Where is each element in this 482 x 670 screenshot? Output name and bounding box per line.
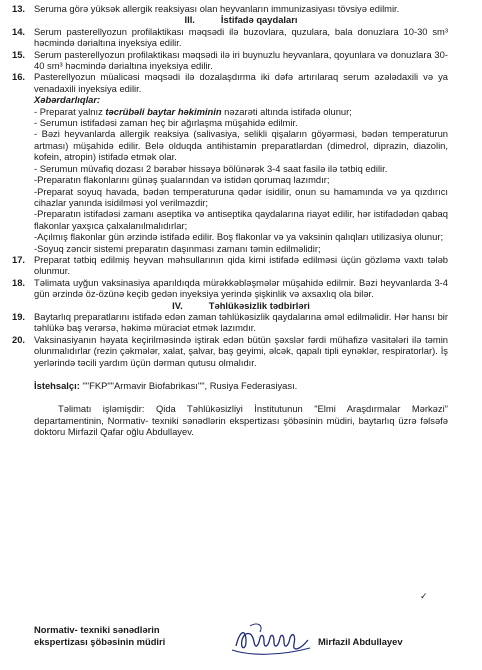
item-number: 15.: [12, 48, 26, 60]
warnings-title: Xəbərdarlıqlar:: [34, 94, 101, 106]
signature-block: [34, 620, 454, 664]
section-heading: [0, 14, 482, 25]
warning-line: - Serumun istifadəsi zaman heç bir ağırlaşma müşahidə edilmir.: [34, 117, 298, 129]
list-item: [0, 311, 482, 334]
list-item: [0, 277, 482, 300]
margin-mark: ✓: [420, 591, 428, 601]
item-text: Seruma görə yüksək allergik reaksiyası olan heyvanların immunizasiyası tövsiyə edilmir.: [34, 3, 400, 14]
item-text: Preparat tətbiq edilmiş heyvan məhsullarının qida kimi istifadə edilməsi üçün gözləmə vaxtı tələb olunmur.: [34, 253, 448, 277]
list-item: [0, 26, 482, 49]
item-text: Serum pasterellyozun profilaktikası məqsədi ilə iri buynuzlu heyvanlara, qoyunlara və donuzlara 30-40 sm³ həcmində dərialtına inyeksiya edilir.: [34, 48, 448, 72]
item-text: Baytarlıq preparatlarını istifadə edən zaman təhlükəsizlik qaydalarına əməl edilməlidir. Hər hansı bir təhlükə baş verərsə, həkimə müraciət etmək lazımdır.: [34, 310, 448, 334]
manufacturer-value: ""FKP""Armavir Biofabrikası"", Rusiya Federasiyası.: [79, 380, 298, 391]
warning-line: [0, 106, 482, 117]
manufacturer-line: [0, 380, 482, 391]
section-title: Təhlükəsizlik tədbirləri: [208, 299, 310, 311]
item-number: 20.: [12, 333, 26, 345]
signatory-name: Mirfazil Abdullayev: [318, 636, 403, 647]
item-number: 17.: [12, 253, 26, 265]
signatory-title-line: Normativ- texniki sənədlərin: [34, 624, 160, 635]
item-text: Təlimata uyğun vaksinasiya aparıldıqda mürəkkəbləşmələr müşahidə edilmir. Bəzi heyvanlarda 3-4 gün ərzində öz-özünə keçib gedən inyeksiya yerində şişkinlik və axsaxlıq ola bilər.: [34, 276, 448, 300]
warning-line: -Preparatın flakonlarını günəş şualarından və istidən qorumaq lazımdır;: [34, 174, 330, 186]
section-number: III.: [184, 14, 195, 26]
item-text: Pasterellyozun müalicəsi məqsədi ilə dozalaşdırma iki dəfə artırılaraq serum əzələdaxili və ya venadaxili inyeksiya edilir.: [34, 71, 448, 94]
list-item: [0, 3, 482, 14]
list-item: [0, 254, 482, 277]
item-number: 18.: [12, 276, 26, 288]
signatory-title-line: ekspertizası şöbəsinin müdiri: [34, 636, 166, 647]
warning-text: - Preparat yalnız: [34, 105, 106, 117]
item-number: 14.: [12, 25, 26, 37]
manufacturer-label: İstehsalçı:: [34, 380, 80, 391]
warning-text: nəzarəti altında istifadə olunur;: [221, 105, 352, 117]
handwritten-signature: [230, 620, 312, 660]
item-number: 13.: [12, 3, 26, 14]
warning-emphasis: təcrübəli baytar həkiminin: [105, 105, 222, 117]
warning-line: - Serumun müvafiq dozası 2 bərabər hissəyə bölünərək 3-4 saat fasilə ilə tətbiq edilir.: [34, 162, 388, 174]
item-text: Vaksinasiyanın həyata keçirilməsində iştirak edən bütün şəxslər fərdi mühafizə vasitələri ilə təmin olunmalıdırlar (rezin çəkmələr, xalat, şalvar, baş geyimi, əlcək, qapalı tipli eynəklər, respiratorlar). İş yerlərində təcili yardım üçün dərman qutusu olmalıdır.: [34, 333, 448, 368]
warning-line: -Soyuq zəncir sistemi preparatın daşınması zamanı təmin edilməlidir;: [34, 242, 321, 254]
item-text: Serum pasterellyozun profilaktikası məqsədi ilə buzovlara, quzulara, bala donuzlara 10-30 sm³ həcmində dərialtına inyeksiya edilir.: [34, 25, 448, 49]
list-item: [0, 334, 482, 368]
instruction-author: Təlimatı işləmişdir: Qida Təhlükəsizliyi İnstitutunun "Elmi Araşdırmalar Mərkəzi" departamentinin, Normativ- texniki sənədlərin ekspertizası şöbəsinin müdiri, baytarlıq üzrə fəlsəfə doktoru Mirfazil Qafar oğlu Abdullayev.: [34, 403, 448, 438]
signatory-title: [34, 624, 165, 648]
warning-line: -Preparatın istifadəsi zamanı aseptika və antiseptika qaydalarına riayət edilir, hər istifadədən qabaq flakonlar yaxşıca çalxalanılmalıdırlar;: [34, 208, 448, 231]
section-number: IV.: [172, 299, 183, 311]
warning-line: -Preparat soyuq havada, bədən temperaturuna qədər isidilir, onun su hamamında və ya qızdırıcı cihazlar yanında isidilməsi yol verilməzdir;: [34, 185, 448, 208]
list-item: [0, 71, 482, 94]
item-number: 19.: [12, 310, 26, 322]
list-item: [0, 49, 482, 72]
section-title: İstifadə qaydaları: [220, 14, 298, 26]
warning-line: - Bəzi heyvanlarda allergik reaksiya (salivasiya, selikli qişaların göyərməsi, bədən temperaturun artması) müşahidə edilir. Belə olduqda antihistamin preparatlardan (dimedrol, diprazin, diazolin, kofein, atropin) istifadə etmək olar.: [34, 128, 448, 163]
section-heading: [0, 300, 482, 311]
warning-line: -Açılmış flakonlar gün ərzində istifadə edilir. Boş flakonlar və ya vaksinin qalıqları utilizasiya olunur;: [34, 231, 444, 243]
item-number: 16.: [12, 71, 26, 83]
